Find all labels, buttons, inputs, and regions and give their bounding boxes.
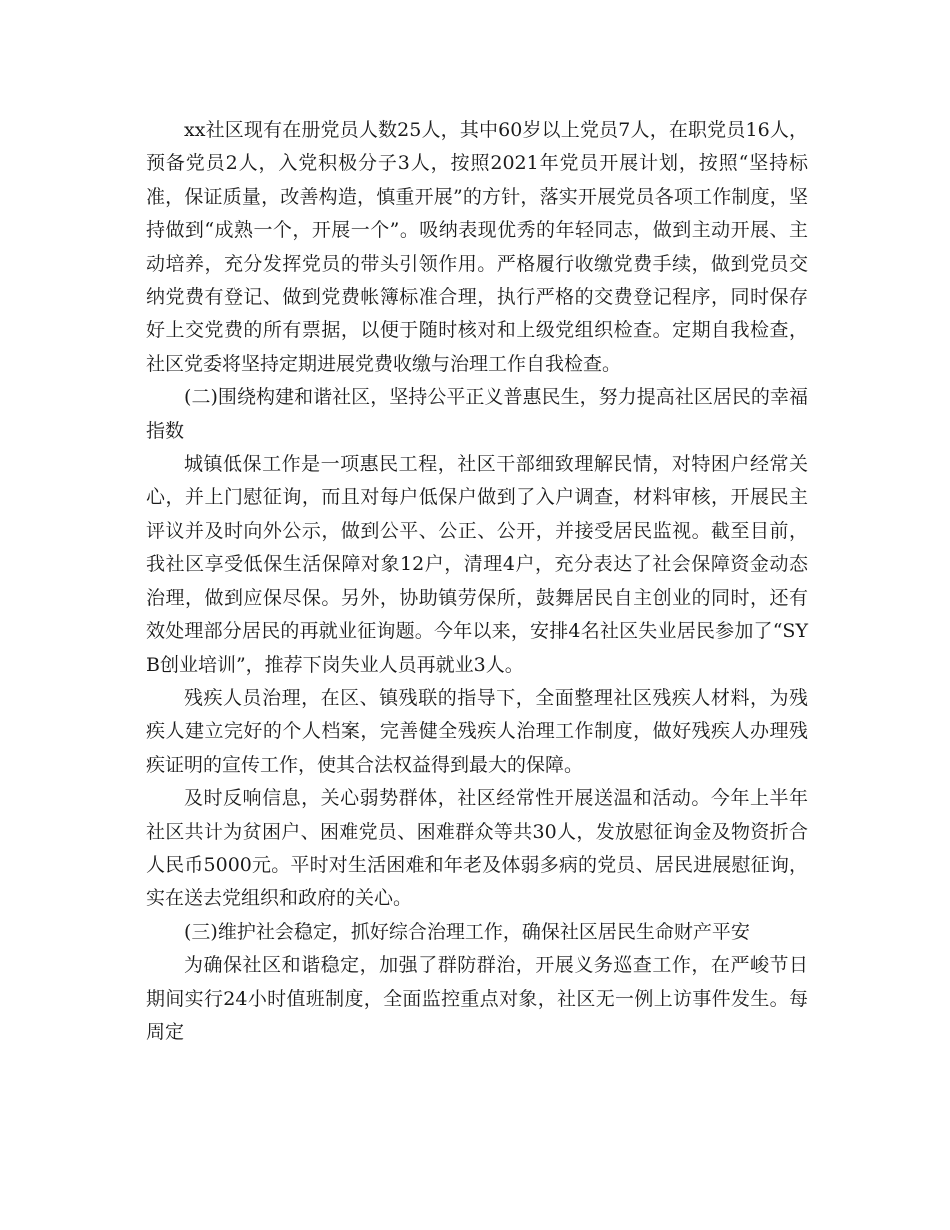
- paragraph-party-members: xx社区现有在册党员人数25人，其中60岁以上党员7人，在职党员16人，预备党员2人，入党积极分子3人，按照2021年党员开展计划，按照“坚持标准，保证质量，改善构造，慎重开展”的方针，落实开展党员各项工作制度，坚持做到“成熟一个，开展一个”。吸纳表现优秀的年轻同志，做到主动开展、主动培养，充分发挥党员的带头引领作用。严格履行收缴党费手续，做到党员交纳党费有登记、做到党费帐簿标准合理，执行严格的交费登记程序，同时保存好上交党费的所有票据，以便于随时核对和上级党组织检查。定期自我检查，社区党委将坚持定期进展党费收缴与治理工作自我检查。: [146, 119, 808, 375]
- paragraph-vulnerable-groups: 及时反响信息，关心弱势群体，社区经常性开展送温和活动。今年上半年社区共计为贫困户、困难党员、困难群众等共30人，发放慰征询金及物资折合人民币5000元。平时对生活困难和年老及体弱多病的党员、居民进展慰征询，实在送去党组织和政府的关心。: [146, 787, 808, 910]
- document-body: [146, 114, 808, 1049]
- section-heading-social-stability: (三)维护社会稳定，抓好综合治理工作，确保社区居民生命财产平安: [184, 920, 750, 943]
- paragraph-disabled-persons: 残疾人员治理，在区、镇残联的指导下，全面整理社区残疾人材料，为残疾人建立完好的个人档案，完善健全残疾人治理工作制度，做好残疾人办理残疾证明的宣传工作，使其合法权益得到最大的保障。: [146, 686, 808, 776]
- paragraph-patrol-duty: 为确保社区和谐稳定，加强了群防群治，开展义务巡查工作，在严峻节日期间实行24小时值班制度，全面监控重点对象，社区无一例上访事件发生。每周定: [146, 954, 808, 1043]
- section-heading-harmonious-community: (二)围绕构建和谐社区，坚持公平正义普惠民生，努力提高社区居民的幸福指数: [146, 386, 808, 442]
- paragraph-minimum-living-guarantee: 城镇低保工作是一项惠民工程，社区干部细致理解民情，对特困户经常关心，并上门慰征询，而且对每户低保户做到了入户调查，材料审核，开展民主评议并及时向外公示，做到公平、公正、公开，并接受居民监视。截至目前，我社区享受低保生活保障对象12户，清理4户，充分表达了社会保障资金动态治理，做到应保尽保。另外，协助镇劳保所，鼓舞居民自主创业的同时，还有效处理部分居民的再就业征询题。今年以来，安排4名社区失业居民参加了“SYB创业培训”，推荐下岗失业人员再就业3人。: [146, 453, 808, 676]
